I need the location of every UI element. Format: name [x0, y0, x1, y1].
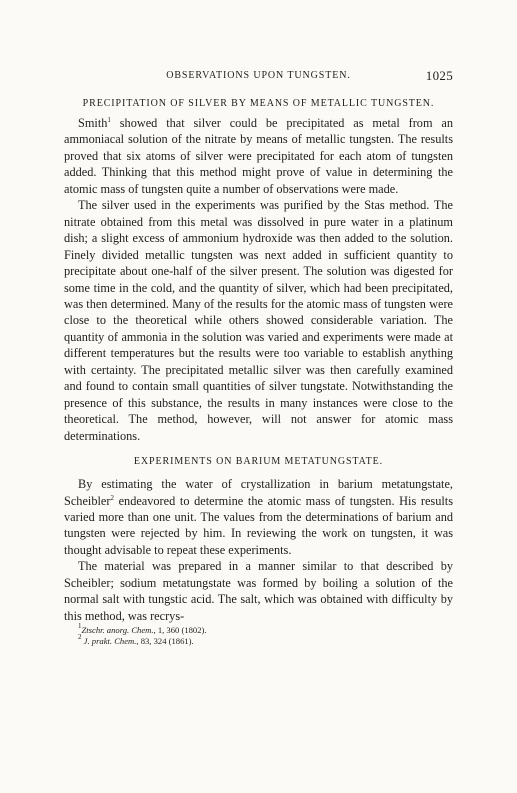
footnote-ref-1[interactable]: 1 — [107, 116, 111, 124]
paragraph-scheibler: By estimating the water of crystallization in barium metatungstate, Scheibler$^2$ endeavored to determine the atomic mass of tungsten. His results varied more than one unit. The values from the determinations of barium and tungsten were rejected by him. In reviewing the work on tungsten, it was thought advisable to repeat these experiments. — [64, 477, 453, 557]
paragraph-silver-experiments: The silver used in the experiments was purified by the Stas method. The nitrate obtained from this metal was dissolved in pure water in a platinum dish; a slight excess of ammonium hydroxide was then added to the solution. Finely divided metallic tungsten was next added in sufficient quantity to precipitate about one-half of the silver present. The solution was digested for some time in the cold, and the quantity of silver, which had been precipitated, was then determined. Many of the results for the atomic mass of tungsten were close to the theoretical while others showed considerable variation. The quantity of ammonia in the solution was varied and experiments were made at different temperatures but the results were too variable to establish anything with certainty. The precipitated metallic silver was then carefully examined and found to contain small quantities of silver tungstate. Notwithstanding the presence of this substance, the results in many instances were close to the theoretical. The method, however, will not answer for atomic mass determinations. — [64, 198, 453, 443]
section-heading-barium: EXPERIMENTS ON BARIUM METATUNGSTATE. — [133, 456, 384, 468]
footnote-ref-2[interactable]: 2 — [110, 493, 114, 502]
paragraph-preparation: The material was prepared in a manner similar to that described by Scheibler; sodium metatungstate was formed by boiling a solution of the normal salt with tungstic acid. The salt, which was obtained with difficulty by this method, was recrys- — [64, 559, 453, 623]
paragraph-smith: Smith$^1$ showed that silver could be precipitated as metal from an ammoniacal solution of the nitrate by means of metallic tungsten. The results proved that six atoms of silver were precipitated for each atom of tungsten added. Thinking that this method might prove of value in determining the atomic mass of tungsten quite a number of observations were made. — [64, 116, 453, 196]
footnote-2: $^2$ J. prakt. Chem., 83, 324 (1861). — [78, 633, 194, 647]
section-heading-silver: PRECIPITATION OF SILVER BY MEANS OF METALLIC TUNGSTEN. — [82, 98, 435, 109]
running-title: OBSERVATIONS UPON TUNGSTEN. — [166, 70, 351, 81]
running-head — [64, 70, 453, 86]
page-number: 1025 — [425, 68, 453, 83]
footnotes — [64, 622, 453, 647]
footnote-1: $^1$Ztschr. anorg. Chem., 1, 360 (1802). — [78, 622, 207, 636]
